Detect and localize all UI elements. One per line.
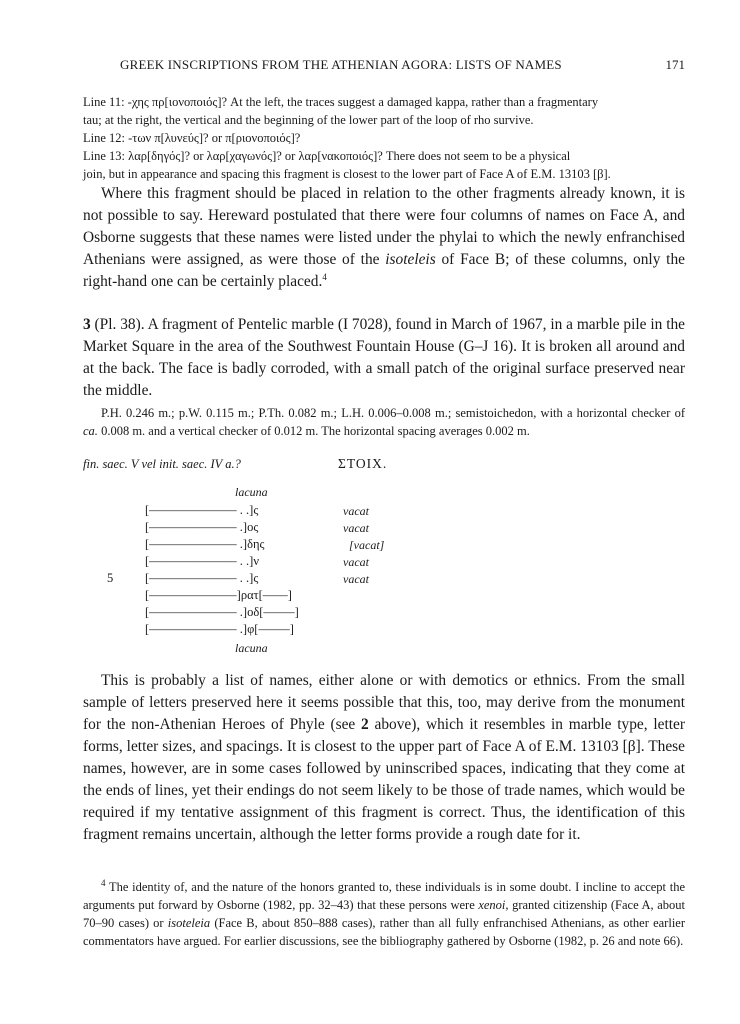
inscription-line: [–––––––––––––– .]ος	[145, 520, 259, 534]
note-line-11: Line 11: -χ̣ης πρ[ιονοποιός]? At the left, the traces suggest a damaged kappa, rather than a fragmentary tau; at the right, the vertical and the beginning of the lower part of the loop of rho survive.	[83, 95, 599, 127]
inscription-line: [–––––––––––––– .]δης	[145, 537, 265, 551]
footnote-number: 4	[101, 877, 106, 888]
line-number: 5	[107, 571, 114, 585]
measurements: P.H. 0.246 m.; p.W. 0.115 m.; P.Th. 0.082 m.; L.H. 0.006–0.008 m.; semistoichedon, with a horizontal checker of ca. 0.008 m. and a vertical checker of 0.012 m. The horizontal spacing averages 0.002 m.	[83, 406, 685, 438]
paragraph-placement: Where this fragment should be placed in relation to the other fragments already known, it is not possible to say. Hereward postulated that there were four columns of names on Face A, and Osborne suggests that these names were listed under the phylai to which the newly enfranchised Athenians were assigned, as were those of the isoteleis of Face B; of these columns, only the right-hand one can be certainly placed.$^4$	[83, 185, 685, 290]
lacuna-bottom: lacuna	[235, 641, 268, 655]
note-line-13: Line 13: λαρ[δηγός]? or λαρ[χαγωνός]? or λαρ[νακοποιός]? There does not seem to be a physical join, but in appearance and spacing this fragment is closest to the lower part of Face A of E.M. 13103 [β].	[83, 149, 611, 181]
vacat-mark: vacat	[343, 555, 369, 569]
entry-3-description: 3 (Pl. 38). A fragment of Pentelic marble (I 7028), found in March of 1967, in a marble pile in the Market Square in the area of the Southwest Fountain House (G–J 16). It is broken all around and at the back. The face is badly corroded, with a small patch of the original surface preserved near the middle.	[83, 316, 685, 399]
footnote-4: $^4$ The identity of, and the nature of the honors granted to, these individuals is in some doubt. I incline to accept the arguments put forward by Osborne (1982, pp. 32–43) that these persons were xenoi, granted citizenship (Face A, about 70–90 cases) or isoteleia (Face B, about 850–888 cases), rather than all fully enfranchised Athenians, as other earlier commentators have argued. For earlier discussions, see the bibliography gathered by Osborne (1982, p. 26 and note 66).	[83, 877, 685, 948]
vacat-mark: vacat	[343, 572, 369, 586]
note-line-12: Line 12: -των π[λυνεύς]? or π[ριονοποιός]?	[83, 131, 301, 145]
entry-number: 3	[83, 316, 91, 333]
footnote-ref[interactable]: 4	[322, 271, 327, 282]
inscription-line: [–––––––––––––– . .]ν	[145, 554, 259, 568]
vacat-mark: [vacat]	[349, 538, 385, 552]
inscription-line: [–––––––––––––– . .]ς	[145, 571, 259, 585]
inscription-dating: fin. saec. V vel init. saec. IV a.?	[83, 457, 241, 471]
inscription-line: [––––––––––––––]ρατ[––––]	[145, 588, 292, 602]
vacat-mark: vacat	[343, 521, 369, 535]
inscription-line: [–––––––––––––– .]οδ[–––––]	[145, 605, 299, 619]
paragraph-commentary: This is probably a list of names, either alone or with demotics or ethnics. From the small sample of letters preserved here it seems possible that this, too, may derive from the monument for the non-Athenian Heroes of Phyle (see 2 above), which it resembles in marble type, letter forms, letter sizes, and spacings. It is closest to the upper part of Face A of E.M. 13103 [β]. These names, however, are in some cases followed by uninscribed spaces, indicating that they come at the ends of lines, yet their endings do not seem likely to be those of trade names, which would be required if my tentative assignment of this fragment is correct. Thus, the identification of this fragment remains uncertain, although the letter forms provide a rough date for it.	[83, 672, 685, 843]
inscription-style: ΣΤΟΙΧ.	[338, 456, 388, 471]
inscription-text	[83, 0, 685, 1024]
vacat-mark: vacat	[343, 504, 369, 518]
lacuna-top: lacuna	[235, 485, 268, 499]
header-title: GREEK INSCRIPTIONS FROM THE ATHENIAN AGORA: LISTS OF NAMES	[120, 57, 562, 72]
page-number: 171	[665, 57, 685, 72]
inscription-line: [–––––––––––––– . .]ς	[145, 503, 259, 517]
inscription-line: [–––––––––––––– .]φ[–––––]	[145, 622, 294, 636]
